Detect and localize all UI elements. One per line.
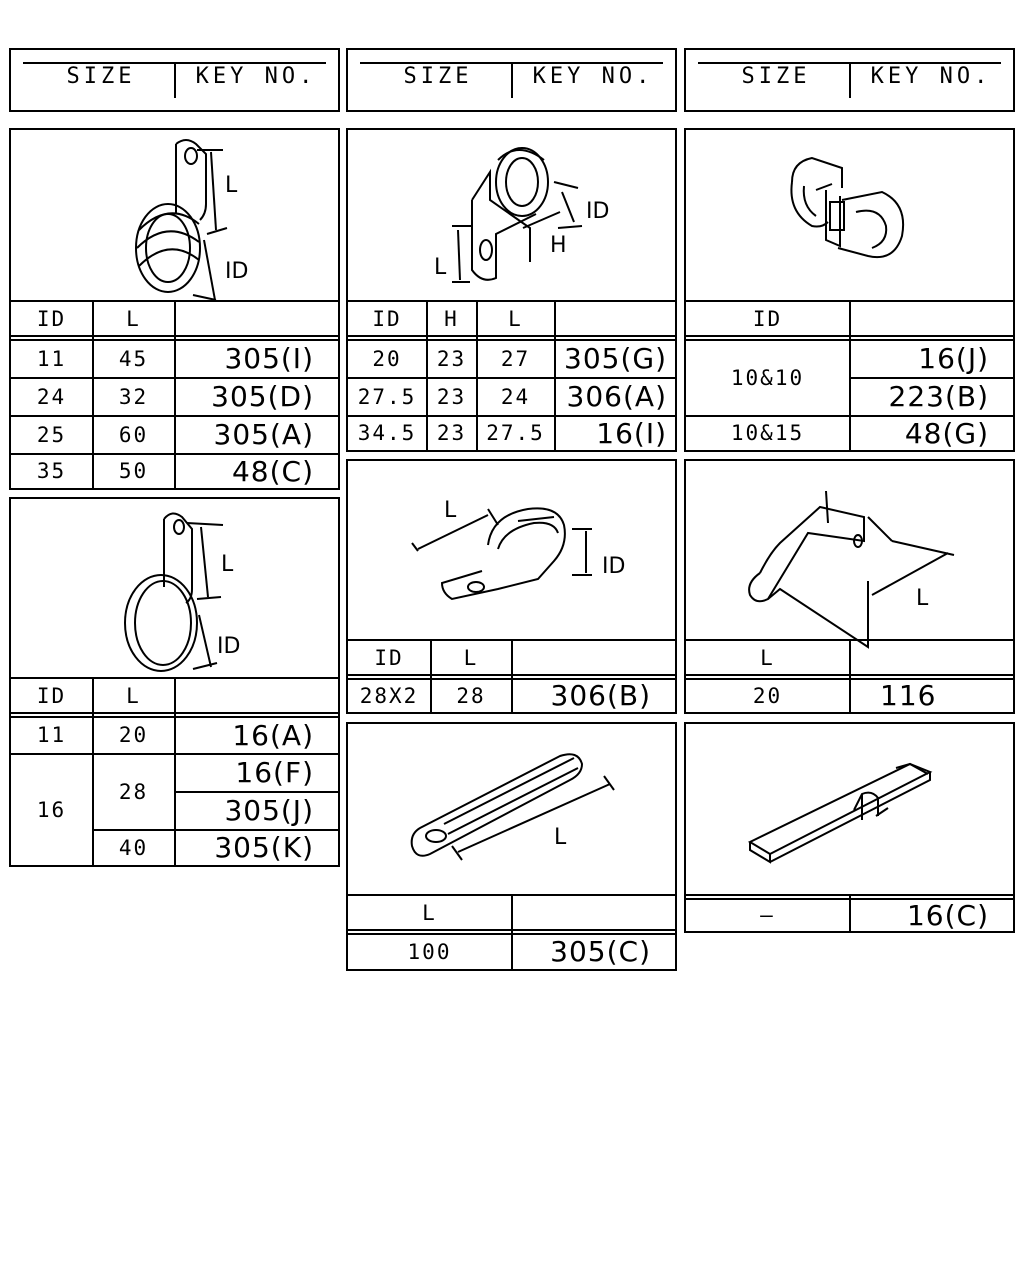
panel-tie-plate	[684, 722, 1015, 933]
cell-key: 16(J)	[918, 342, 989, 375]
col-id-header: ID	[36, 306, 67, 331]
cell-key: 305(K)	[214, 831, 314, 864]
size-header: SIZE	[741, 64, 811, 89]
cell-key: 306(B)	[550, 679, 651, 712]
key-no-header: KEY NO.	[870, 64, 992, 89]
dim-id-label: ID	[602, 554, 626, 579]
cell-key: 223(B)	[888, 380, 989, 413]
dim-id-label: ID	[586, 199, 610, 224]
dim-l-label: L	[444, 498, 457, 523]
cell-key: 305(D)	[211, 380, 314, 413]
dim-l-label: L	[554, 825, 567, 850]
panel-clamp-2	[9, 497, 340, 867]
double-clamp-drawing	[348, 461, 675, 639]
header-box-3	[684, 48, 1015, 112]
cell-id: 34.5	[357, 421, 417, 445]
cell-key: 116	[880, 679, 937, 712]
key-no-header: KEY NO.	[532, 64, 654, 89]
cell-l: 40	[118, 835, 149, 860]
cell-h: 23	[436, 346, 467, 371]
cell-l: 100	[407, 939, 452, 964]
cell-id: 25	[36, 422, 67, 447]
key-no-header: KEY NO.	[195, 64, 317, 89]
cell-id: 28X2	[359, 683, 419, 708]
cell-l: 20	[752, 683, 783, 708]
cell-l: 28	[456, 683, 486, 708]
saddle-clamp-drawing	[348, 130, 675, 300]
cell-l: 60	[118, 422, 149, 447]
cell-id: 11	[36, 346, 67, 371]
bracket-drawing	[686, 461, 1013, 639]
strap-drawing	[348, 724, 675, 894]
cell-id: 11	[36, 723, 67, 747]
col-l-header: L	[126, 306, 141, 331]
dim-id-label: ID	[225, 259, 249, 284]
panel-double-clamp	[346, 459, 677, 714]
col-id-header: ID	[752, 306, 783, 331]
cell-l: 32	[118, 384, 149, 409]
col-l-header: L	[760, 645, 775, 670]
dim-l-label: L	[916, 586, 929, 611]
cell-h: 23	[436, 384, 467, 409]
cell-l: 50	[118, 459, 149, 483]
cell-l: 20	[118, 723, 149, 747]
clamp-1-drawing	[11, 130, 338, 300]
cell-key: 16(C)	[906, 898, 989, 932]
dim-h-label: H	[550, 233, 567, 258]
cell-id-group: 16	[36, 797, 67, 822]
col-l-header: L	[126, 683, 141, 708]
cell-l: 28	[118, 779, 149, 804]
cell-key: 305(J)	[224, 794, 314, 827]
cell-id-group: 10&10	[730, 365, 805, 390]
dim-id-label: ID	[217, 634, 241, 659]
cell-key: 48(G)	[904, 416, 989, 450]
dim-l-label: L	[225, 173, 238, 198]
cell-id: 27.5	[357, 384, 417, 409]
cell-l: 24	[500, 384, 531, 409]
header-box-1	[9, 48, 340, 112]
panel-twin-clip	[684, 128, 1015, 452]
col-l-header: L	[508, 306, 523, 331]
cell-key: 16(F)	[235, 756, 314, 789]
col-l-header: L	[463, 645, 479, 670]
cell-l: 27.5	[486, 421, 545, 445]
dim-l-label: L	[221, 552, 234, 577]
cell-id: 35	[36, 459, 67, 483]
cell-key: 305(G)	[564, 342, 667, 375]
panel-bracket	[684, 459, 1015, 714]
clamp-2-drawing	[11, 499, 338, 677]
cell-key: 16(A)	[232, 718, 314, 752]
cell-h: 23	[436, 421, 467, 445]
tie-plate-drawing	[686, 724, 1013, 894]
dim-l-label: L	[434, 255, 447, 280]
header-box-2	[346, 48, 677, 112]
cell-key: 305(I)	[224, 342, 314, 375]
size-header: SIZE	[403, 64, 473, 89]
col-id-header: ID	[372, 306, 402, 331]
cell-id: 10&15	[730, 421, 805, 445]
cell-key: 305(C)	[550, 935, 651, 968]
panel-saddle-clamp	[346, 128, 677, 452]
col-l-header: L	[422, 900, 437, 925]
cell-l: 27	[500, 346, 531, 371]
cell-key: 16(I)	[596, 416, 667, 450]
panel-strap	[346, 722, 677, 971]
cell-id: 20	[372, 346, 402, 371]
col-id-header: ID	[36, 683, 67, 708]
size-header: SIZE	[66, 64, 136, 89]
cell-id: 24	[36, 384, 67, 409]
col-h-header: H	[444, 306, 459, 331]
twin-clip-drawing	[686, 130, 1013, 300]
cell-l: 45	[118, 346, 149, 371]
col-id-header: ID	[374, 645, 404, 670]
cell-key: 305(A)	[213, 418, 314, 451]
cell-key: 306(A)	[566, 380, 667, 413]
panel-clamp-1	[9, 128, 340, 490]
cell-key: 48(C)	[231, 454, 314, 488]
cell-l: —	[760, 903, 775, 927]
